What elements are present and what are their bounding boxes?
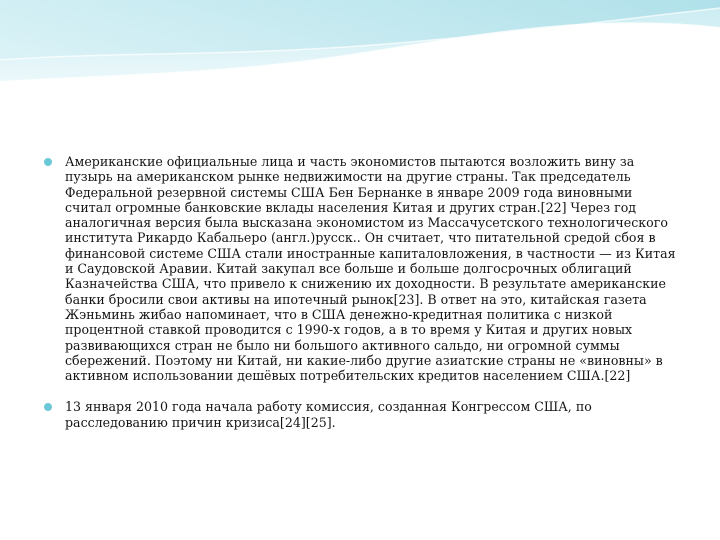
bullet-text: Американские официальные лица и часть экономистов пытаются возложить вину за пузырь на американском рынке недвижимости на другие страны. Так председатель Федеральной резервной системы США Бен Бернанке в январе 2009 года виновными считал огромные банковские вклады населения Китая и других стран.[22] Через год аналогичная версия была высказана экономистом из Массачусетского технологического института Рикардо Кабальеро (англ.)русск.. Он считает, что питательной средой сбоя в финансовой системе США стали иностранные капиталовложения, в частности — из Китая и Саудовской Аравии. Китай закупал все больше и больше долгосрочных облигаций Казначейства США, что привело к снижению их доходности. В результате американские банки бросили свои активы на ипотечный рынок[23]. В ответ на это, китайская газета Жэньминь жибао напоминает, что в США денежно-кредитная политика с низкой процентной ставкой проводится с 1990-х годов, а в то время у Китая и других новых развивающихся стран не было ни большого активного сальдо, ни огромной суммы сбережений. Поэтому ни Китай, ни какие-либо другие азиатские страны не «виновны» в активном использовании дешёвых потребительских кредитов населением США.[22] (65, 154, 676, 384)
bullet-text: 13 января 2010 года начала работу комиссия, созданная Конгрессом США, по расследованию причин кризиса[24][25]. (65, 399, 592, 430)
bullet-icon (44, 158, 52, 166)
decorative-wave-header (0, 0, 720, 120)
slide-body (40, 154, 680, 446)
bullet-item (40, 399, 680, 430)
bullet-item (40, 154, 680, 383)
bullet-icon (44, 403, 52, 411)
